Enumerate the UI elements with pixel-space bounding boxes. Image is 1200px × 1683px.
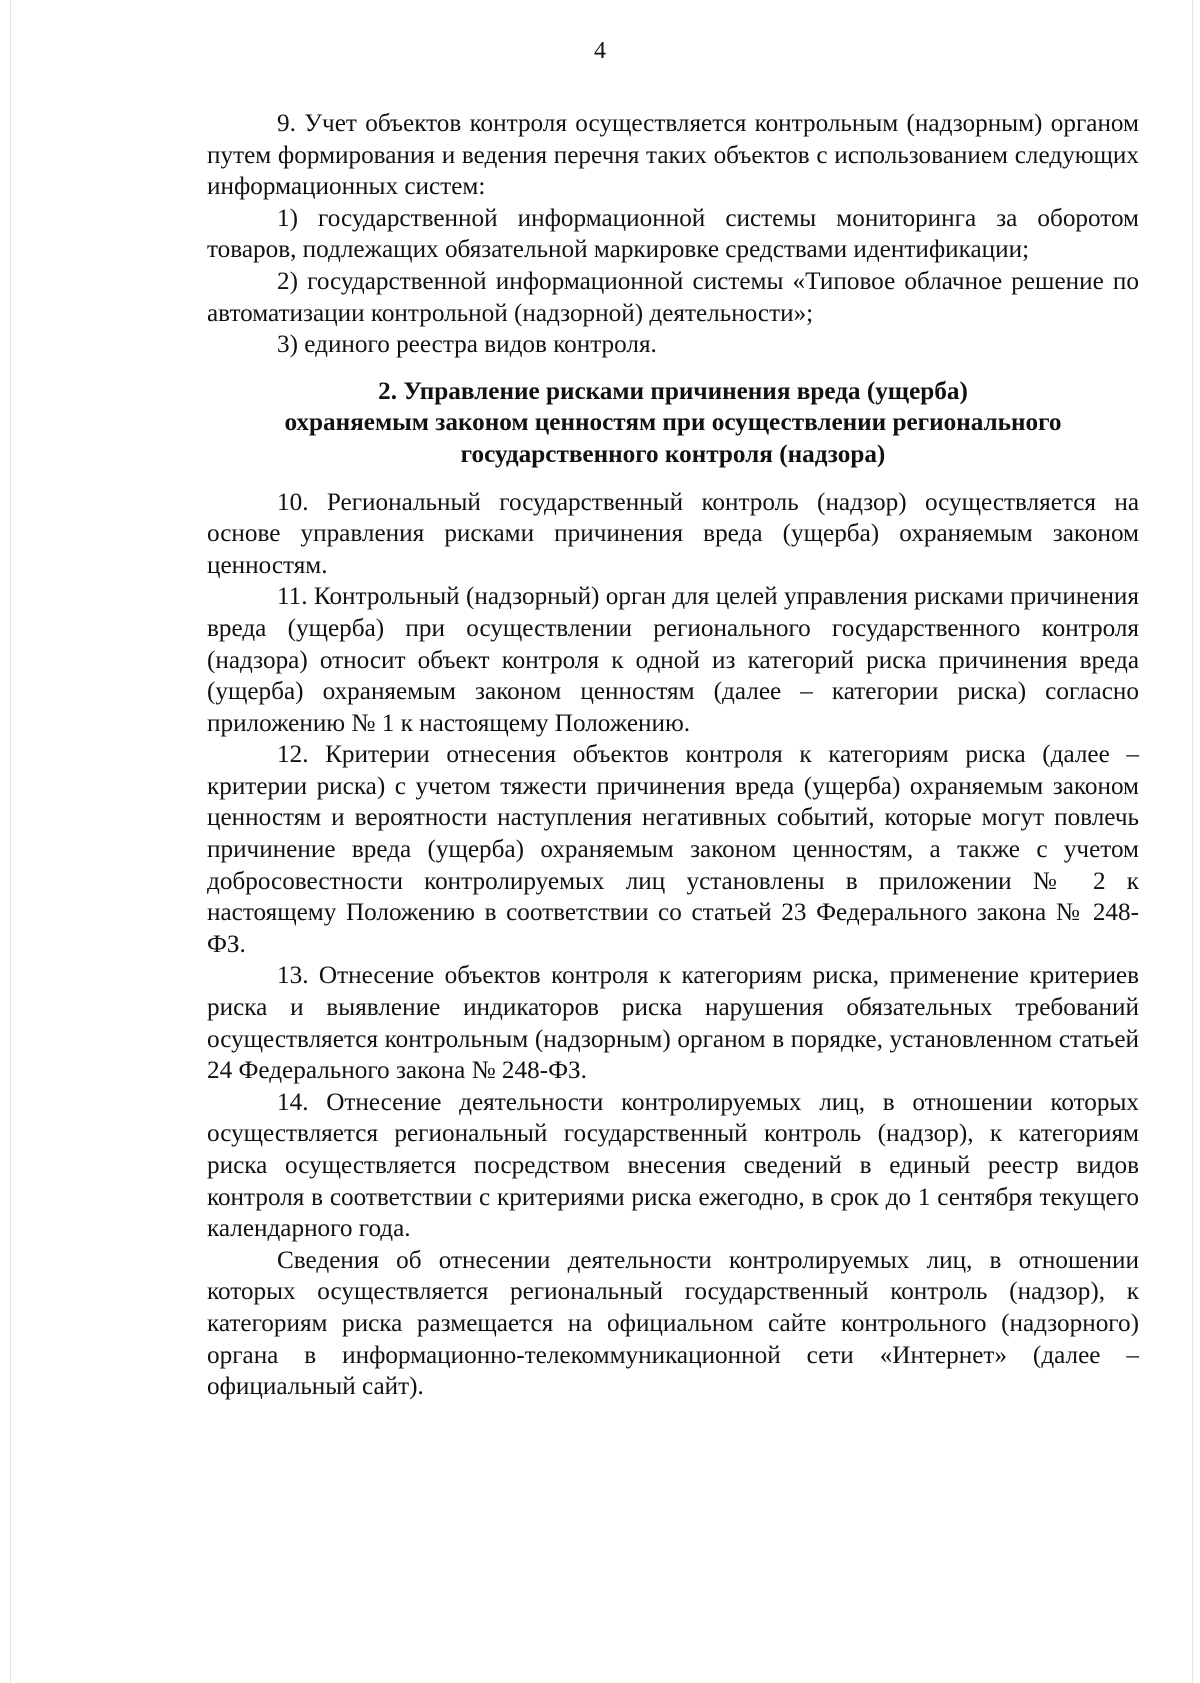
section-heading-line-2: охраняемым законом ценностям при осуществлении регионального <box>284 409 1062 437</box>
section-heading <box>207 376 1139 471</box>
page-number: 4 <box>594 38 606 64</box>
scan-edge-right <box>1192 0 1193 1683</box>
section-heading-line-3: государственного контроля (надзора) <box>460 440 886 468</box>
scan-edge-left <box>10 0 11 1683</box>
paragraph-13: 13. Отнесение объектов контроля к категориям риска, применение критериев риска и выявление индикаторов риска нарушения обязательных требований осуществляется контрольным (надзорным) органом в порядке, установленном статьей 24 Федерального закона № 248-ФЗ. <box>207 962 1139 1085</box>
section-heading-line-1: 2. Управление рисками причинения вреда (ущерба) <box>378 377 968 405</box>
paragraph-10: 10. Региональный государственный контроль (надзор) осуществляется на основе управления рисками причинения вреда (ущерба) охраняемым законом ценностям. <box>207 488 1139 579</box>
paragraph-11: 11. Контрольный (надзорный) орган для целей управления рисками причинения вреда (ущерба) при осуществлении регионального государственного контроля (надзора) относит объект контроля к одной из категорий риска причинения вреда (ущерба) охраняемым законом ценностям (далее – категории риска) согласно приложению № 1 к настоящему Положению. <box>207 583 1139 737</box>
paragraph-14-continuation: Сведения об отнесении деятельности контролируемых лиц, в отношении которых осуществляется региональный государственный контроль (надзор), к категориям риска размещается на официальном сайте контрольного (надзорного) органа в информационно-телекоммуникационной сети «Интернет» (далее – официальный сайт). <box>207 1246 1139 1401</box>
paragraph-9: 9. Учет объектов контроля осуществляется контрольным (надзорным) органом путем формирования и ведения перечня таких объектов с использованием следующих информационных систем: <box>207 110 1139 201</box>
paragraph-14: 14. Отнесение деятельности контролируемых лиц, в отношении которых осуществляется региональный государственный контроль (надзор), к категориям риска осуществляется посредством внесения сведений в единый реестр видов контроля в соответствии с критериями риска ежегодно, в срок до 1 сентября текущего календарного года. <box>207 1088 1139 1243</box>
list-item-2: 2) государственной информационной системы «Типовое облачное решение по автоматизации контрольной (надзорной) деятельности»; <box>207 267 1139 327</box>
document-body <box>207 108 1139 1403</box>
list-item-3: 3) единого реестра видов контроля. <box>277 331 657 359</box>
list-item-1: 1) государственной информационной системы мониторинга за оборотом товаров, подлежащих обязательной маркировке средствами идентификации; <box>207 204 1139 264</box>
paragraph-12: 12. Критерии отнесения объектов контроля к категориям риска (далее – критерии риска) с учетом тяжести причинения вреда (ущерба) охраняемым законом ценностям и вероятности наступления негативных событий, которые могут повлечь причинение вреда (ущерба) охраняемым законом ценностям, а также с учетом добросовестности контролируемых лиц установлены в приложении № 2 к настоящему Положению в соответствии со статьей 23 Федерального закона № 248-ФЗ. <box>207 741 1139 958</box>
